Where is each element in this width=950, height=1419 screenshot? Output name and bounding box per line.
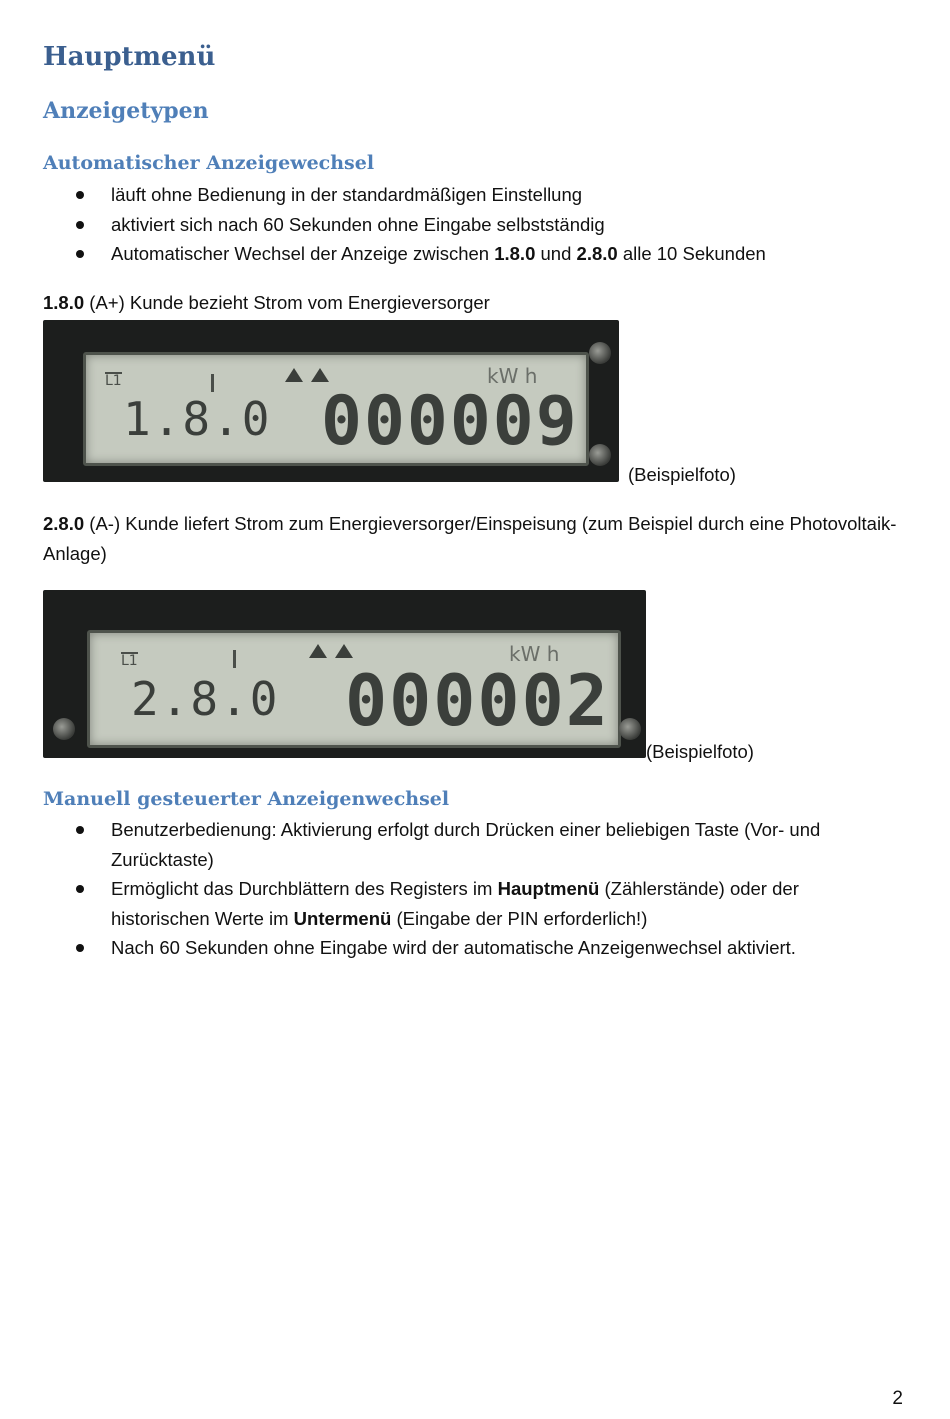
arrow-up-icon	[335, 644, 353, 658]
list-item: Automatischer Wechsel der Anzeige zwischen 1.8.0 und 2.8.0 alle 10 Sekunden	[43, 239, 903, 269]
manual-list	[43, 815, 903, 963]
auto-list	[43, 180, 903, 269]
indicator-mark	[211, 374, 214, 392]
list-item: läuft ohne Bedienung in der standardmäßigen Einstellung	[43, 180, 903, 210]
screw-icon	[53, 718, 75, 740]
section-title: Anzeigetypen	[43, 98, 209, 124]
list-item: aktiviert sich nach 60 Sekunden ohne Eingabe selbstständig	[43, 210, 903, 240]
auto-heading: Automatischer Anzeigewechsel	[43, 152, 375, 174]
page-title: Hauptmenü	[43, 42, 216, 72]
meter-photo-2	[43, 590, 646, 758]
register-code: 2.8.0	[131, 672, 280, 726]
indicator-mark	[233, 650, 236, 668]
manual-heading: Manuell gesteuerter Anzeigenwechsel	[43, 788, 450, 810]
photo-caption: (Beispielfoto)	[628, 464, 736, 485]
reading-2-description: 2.8.0 (A-) Kunde liefert Strom zum Energieversorger/Einspeisung (zum Beispiel durch eine Photovoltaik-Anlage)	[43, 513, 897, 564]
code-2-8-0: 2.8.0	[576, 243, 618, 264]
code-1-8-0: 1.8.0	[494, 243, 536, 264]
page-number: 2	[892, 1388, 903, 1409]
meter-photo-1	[43, 320, 619, 482]
meter-value: 000009	[321, 382, 579, 461]
arrow-up-icon	[285, 368, 303, 382]
reading-1-description: 1.8.0 (A+) Kunde bezieht Strom vom Energieversorger	[43, 292, 490, 313]
arrow-up-icon	[309, 644, 327, 658]
list-item: Benutzerbedienung: Aktivierung erfolgt durch Drücken einer beliebigen Taste (Vor- und Zurücktaste)	[43, 815, 903, 874]
phase-label: L1	[121, 653, 138, 669]
register-code: 1.8.0	[123, 392, 272, 446]
photo-caption: (Beispielfoto)	[646, 741, 754, 762]
meter-value: 000002	[345, 660, 610, 742]
list-item: Nach 60 Sekunden ohne Eingabe wird der automatische Anzeigenwechsel aktiviert.	[43, 933, 903, 963]
list-item: Ermöglicht das Durchblättern des Registers im Hauptmenü (Zählerstände) oder der historischen Werte im Untermenü (Eingabe der PIN erforderlich!)	[43, 874, 903, 933]
unit-label: kW h	[487, 364, 538, 388]
arrow-up-icon	[311, 368, 329, 382]
screw-icon	[619, 718, 641, 740]
unit-label: kW h	[509, 642, 560, 666]
screw-icon	[589, 444, 611, 466]
phase-label: L1	[105, 373, 122, 389]
screw-icon	[589, 342, 611, 364]
